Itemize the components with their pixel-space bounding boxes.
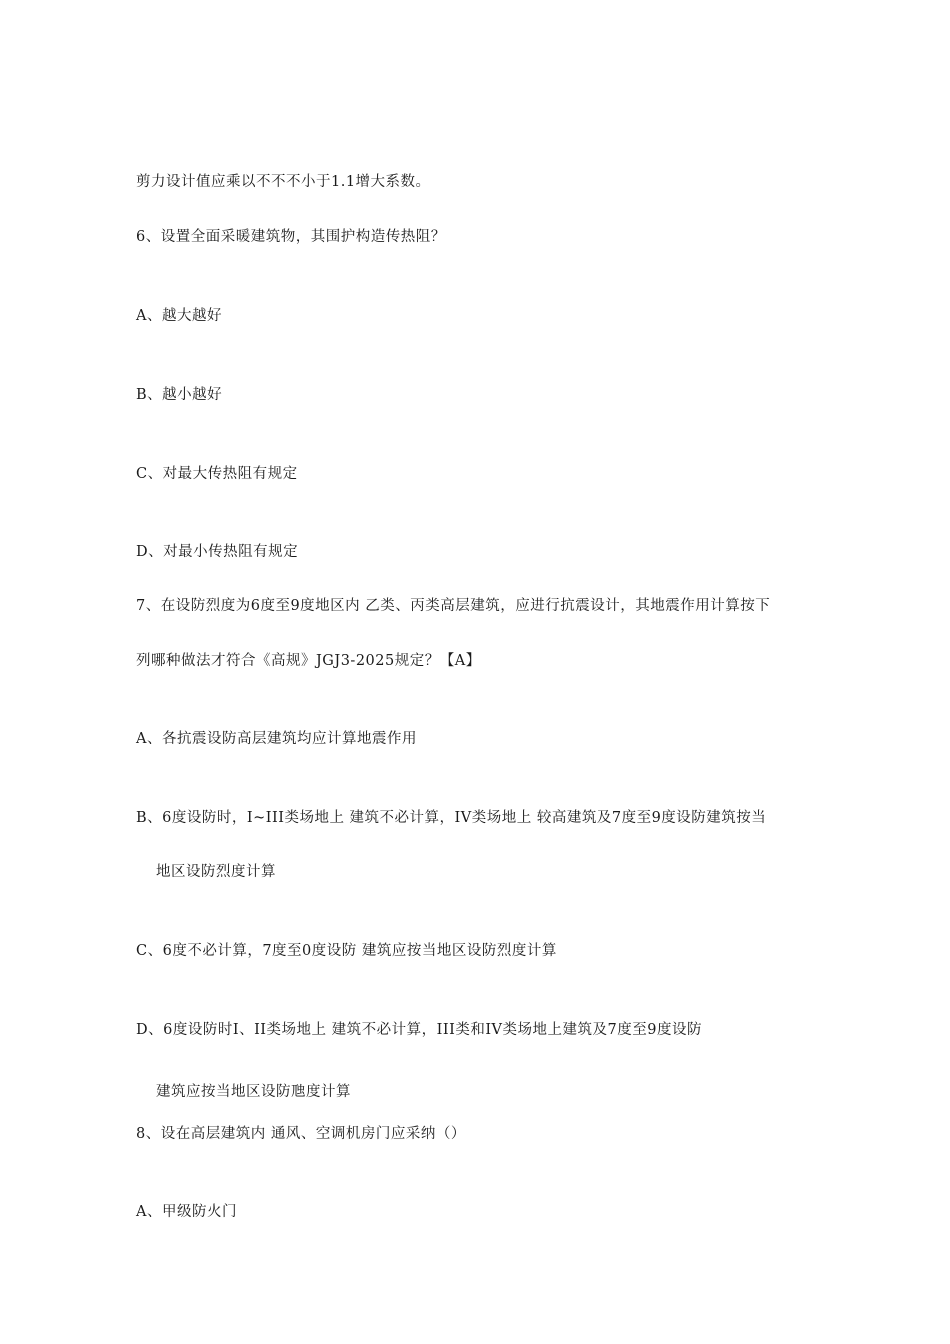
question-7-line-1: 7、在设防烈度为6度至9度地区内 乙类、丙类高层建筑，应进行抗震设计，其地震作用计算按下 — [136, 597, 771, 614]
q6-option-a: A、越大越好 — [136, 307, 222, 324]
q7-option-a: A、各抗震设防高层建筑均应计算地震作用 — [136, 730, 417, 747]
question-6: 6、设置全面采暖建筑物，其围护构造传热阻？ — [136, 228, 446, 245]
question-8: 8、设在高层建筑内 通风、空调机房门应采纳（） — [136, 1125, 466, 1142]
question-7-line-2: 列哪种做法才符合《高规》JGJ3-2025规定？【A】 — [136, 652, 481, 669]
text-line-continuation: 剪力设计值应乘以不不不小于1.1增大系数。 — [136, 173, 431, 190]
q8-option-a: A、甲级防火门 — [136, 1203, 237, 1220]
q6-option-c: C、对最大传热阻有规定 — [136, 465, 298, 482]
q7-option-d-line-2: 建筑应按当地区设防虺度计算 — [156, 1083, 351, 1100]
q7-option-d-line-1: D、6度设防时I、II类场地上 建筑不必计算，III类和IV类场地上建筑及7度至9度设防 — [136, 1021, 702, 1038]
q7-option-b-line-1: B、6度设防时，I~III类场地上 建筑不必计算，IV类场地上 较高建筑及7度至9度设防建筑按当 — [136, 809, 767, 826]
q6-option-b: B、越小越好 — [136, 386, 223, 403]
q7-option-c: C、6度不必计算，7度至0度设防 建筑应按当地区设防烈度计算 — [136, 942, 557, 959]
q6-option-d: D、对最小传热阻有规定 — [136, 543, 299, 560]
q7-option-b-line-2: 地区设防烈度计算 — [156, 863, 276, 880]
